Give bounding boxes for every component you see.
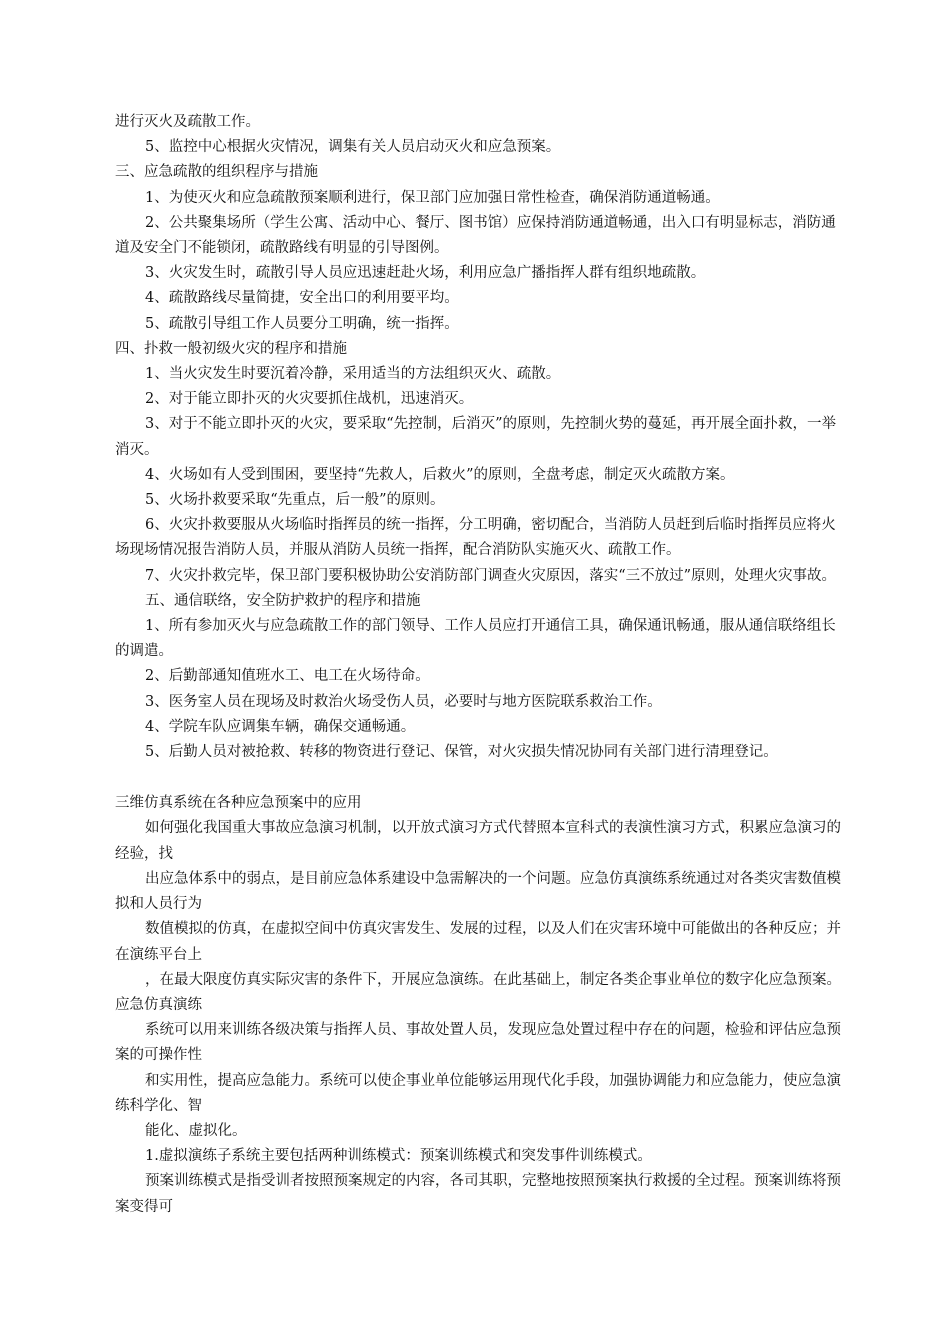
paragraph: 4、疏散路线尽量简捷，安全出口的利用要平均。	[145, 290, 459, 307]
paragraph: 能化、虚拟化。	[145, 1122, 247, 1139]
paragraph: 5、火场扑救要采取“先重点，后一般”的原则。	[145, 492, 445, 509]
paragraph: 5、后勤人员对被抢救、转移的物资进行登记、保管，对火灾损失情况协同有关部门进行清理登记。	[145, 744, 778, 761]
paragraph: 2、对于能立即扑灭的火灾要抓住战机，迅速消灭。	[145, 391, 474, 408]
paragraph: 预案训练模式是指受训者按照预案规定的内容，各司其职，完整地按照预案执行救援的全过程。预案训练将预案变得可	[115, 1173, 841, 1215]
paragraph: 系统可以用来训练各级决策与指挥人员、事故处置人员，发现应急处置过程中存在的问题，检验和评估应急预案的可操作性	[115, 1022, 841, 1064]
paragraph: 进行灭火及疏散工作。	[115, 114, 260, 130]
paragraph: 2、公共聚集场所（学生公寓、活动中心、餐厅、图书馆）应保持消防通道畅通，出入口有明显标志，消防通道及安全门不能锁闭，疏散路线有明显的引导图例。	[115, 214, 836, 257]
paragraph: 1.虚拟演练子系统主要包括两种训练模式：预案训练模式和突发事件训练模式。	[145, 1148, 652, 1165]
paragraph: 和实用性，提高应急能力。系统可以使企事业单位能够运用现代化手段，加强协调能力和应急能力，使应急演练科学化、智	[115, 1072, 841, 1114]
paragraph: ，在最大限度仿真实际灾害的条件下，开展应急演练。在此基础上，制定各类企事业单位的数字化应急预案。应急仿真演练	[115, 971, 841, 1013]
paragraph: 5、监控中心根据火灾情况，调集有关人员启动灭火和应急预案。	[145, 139, 561, 156]
simulation-section	[115, 791, 845, 1219]
paragraph: 如何强化我国重大事故应急演习机制，以开放式演习方式代替照本宣科式的表演性演习方式，积累应急演习的经验，找	[115, 820, 841, 862]
paragraph: 数值模拟的仿真，在虚拟空间中仿真灾害发生、发展的过程，以及人们在灾害环境中可能做出的各种反应；并在演练平台上	[115, 921, 841, 963]
paragraph: 1、为使灭火和应急疏散预案顺利进行，保卫部门应加强日常性检查，确保消防通道畅通。	[145, 189, 720, 206]
section-gap	[115, 765, 845, 791]
paragraph: 出应急体系中的弱点，是目前应急体系建设中急需解决的一个问题。应急仿真演练系统通过对各类灾害数值模拟和人员行为	[115, 870, 841, 913]
paragraph: 三、应急疏散的组织程序与措施	[115, 164, 318, 181]
paragraph: 3、医务室人员在现场及时救治火场受伤人员，必要时与地方医院联系救治工作。	[145, 693, 662, 710]
paragraph: 4、火场如有人受到围困，要坚持“先救人，后救火”的原则，全盘考虑，制定灭火疏散方案。	[145, 466, 735, 483]
paragraph: 1、当火灾发生时要沉着冷静，采用适当的方法组织灭火、疏散。	[145, 366, 561, 383]
paragraph: 三维仿真系统在各种应急预案中的应用	[115, 795, 362, 812]
document-body	[115, 110, 845, 1220]
paragraph: 四、扑救一般初级火灾的程序和措施	[115, 340, 347, 357]
paragraph: 4、学院车队应调集车辆，确保交通畅通。	[145, 718, 416, 735]
paragraph: 3、火灾发生时，疏散引导人员应迅速赶赴火场，利用应急广播指挥人群有组织地疏散。	[145, 265, 706, 282]
paragraph: 5、疏散引导组工作人员要分工明确，统一指挥。	[145, 315, 459, 332]
paragraph: 五、通信联络，安全防护救护的程序和措施	[145, 592, 421, 609]
paragraph: 1、所有参加灭火与应急疏散工作的部门领导、工作人员应打开通信工具，确保通讯畅通，服从通信联络组长的调遣。	[115, 618, 836, 660]
paragraph: 6、火灾扑救要服从火场临时指挥员的统一指挥，分工明确，密切配合，当消防人员赶到后临时指挥员应将火场现场情况报告消防人员，并服从消防人员统一指挥，配合消防队实施灭火、疏散工作。	[115, 517, 836, 559]
paragraph: 2、后勤部通知值班水工、电工在火场待命。	[145, 668, 430, 685]
fire-plan-section	[115, 110, 845, 765]
paragraph: 7、火灾扑救完毕，保卫部门要积极协助公安消防部门调查火灾原因，落实“三不放过”原则，处理火灾事故。	[145, 567, 837, 584]
paragraph: 3、对于不能立即扑灭的火灾，要采取“先控制，后消灭”的原则，先控制火势的蔓延，再开展全面扑救，一举消灭。	[115, 416, 837, 458]
